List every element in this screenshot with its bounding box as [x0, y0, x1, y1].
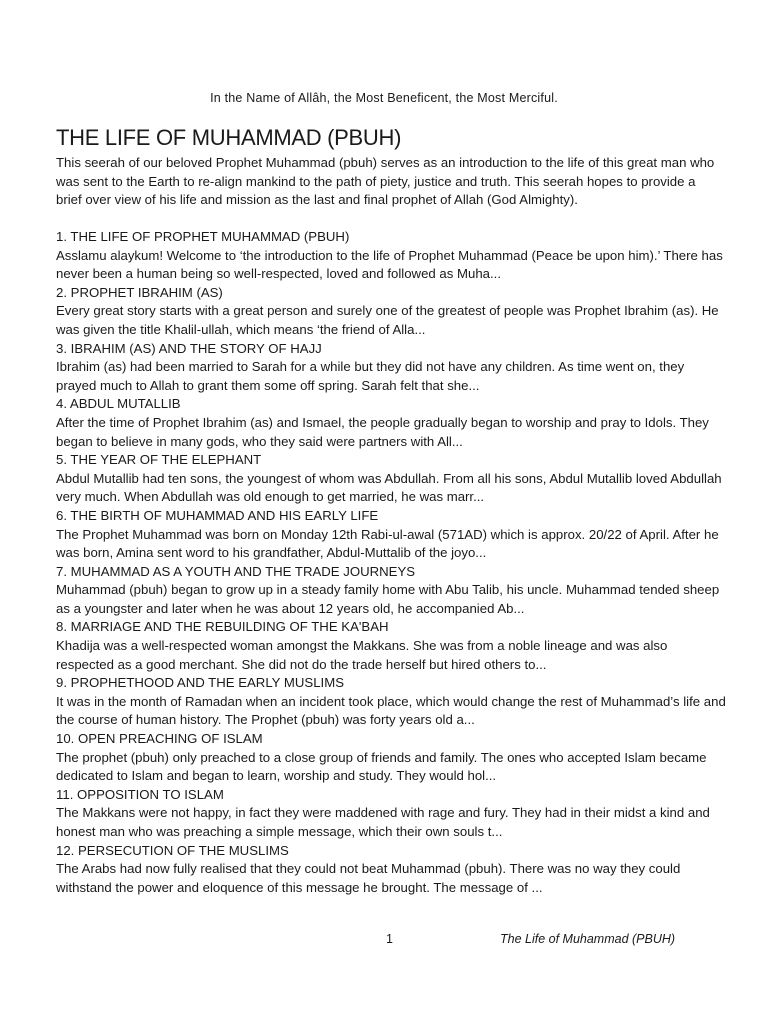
section-heading: 3. IBRAHIM (AS) AND THE STORY OF HAJJ: [56, 340, 322, 356]
section-item: [56, 340, 726, 396]
intro-paragraph: This seerah of our beloved Prophet Muhammad (pbuh) serves as an introduction to the life of this great man who was sent to the Earth to re-align mankind to the path of piety, justice and truth. This seerah hopes to provide a brief over view of his life and mission as the last and final prophet of Allah (God Almighty).: [56, 155, 715, 207]
section-summary: Abdul Mutallib had ten sons, the youngest of whom was Abdullah. From all his sons, Abdul Mutallib loved Abdullah very much. When Abdullah was old enough to get married, he was marr...: [56, 470, 722, 505]
section-summary: Khadija was a well-respected woman amongst the Makkans. She was from a noble lineage and was also respected as a good merchant. She did not do the trade herself but hired others to...: [56, 638, 668, 672]
page-number: 1: [386, 932, 393, 946]
section-summary: It was in the month of Ramadan when an incident took place, which would change the rest of Muhammad’s life and the course of human history. The Prophet (pbuh) was forty years old a...: [56, 693, 726, 728]
section-heading: 11. OPPOSITION TO ISLAM: [56, 786, 224, 802]
section-summary: After the time of Prophet Ibrahim (as) and Ismael, the people gradually began to worship and pray to Idols. They began to believe in many gods, who they said were partners with All...: [56, 414, 709, 449]
section-item: [56, 563, 726, 619]
section-summary: The Arabs had now fully realised that they could not beat Muhammad (pbuh). There was no way they could withstand the power and eloquence of this message he brought. The message of ...: [56, 861, 681, 895]
section-heading: 8. MARRIAGE AND THE REBUILDING OF THE KA'BAH: [56, 619, 389, 635]
section-summary: Asslamu alaykum! Welcome to ‘the introduction to the life of Prophet Muhammad (Peace be upon him).’ There has never been a human being so well-respected, loved and followed as Muha...: [56, 247, 723, 282]
section-heading: 6. THE BIRTH OF MUHAMMAD AND HIS EARLY LIFE: [56, 507, 379, 523]
section-heading: 5. THE YEAR OF THE ELEPHANT: [56, 452, 262, 468]
section-summary: The Prophet Muhammad was born on Monday 12th Rabi-ul-awal (571AD) which is approx. 20/22 of April. After he was born, Amina sent word to his grandfather, Abdul-Muttalib of the joyo...: [56, 526, 719, 561]
section-item: [56, 786, 726, 842]
section-summary: Muhammad (pbuh) began to grow up in a steady family home with Abu Talib, his uncle. Muhammad tended sheep as a youngster and later when he was about 12 years old, he accompanied Ab...: [56, 582, 720, 616]
section-item: [56, 730, 726, 786]
section-list: [56, 228, 726, 897]
section-heading: 12. PERSECUTION OF THE MUSLIMS: [56, 842, 289, 858]
section-summary: The Makkans were not happy, in fact they were maddened with rage and fury. They had in their midst a kind and honest man who was preaching a simple message, which their own souls t...: [56, 805, 710, 839]
section-summary: Every great story starts with a great person and surely one of the greatest of people was Prophet Ibrahim (as). He was given the title Khalil-ullah, which means ‘the friend of Alla...: [56, 303, 719, 337]
section-summary: The prophet (pbuh) only preached to a close group of friends and family. The ones who accepted Islam became dedicated to Islam and began to learn, worship and study. They would hol...: [56, 749, 707, 784]
section-item: [56, 842, 726, 898]
section-item: [56, 618, 726, 674]
section-heading: 1. THE LIFE OF PROPHET MUHAMMAD (PBUH): [56, 229, 350, 244]
section-heading: 10. OPEN PREACHING OF ISLAM: [56, 731, 263, 747]
section-heading: 7. MUHAMMAD AS A YOUTH AND THE TRADE JOURNEYS: [56, 563, 416, 579]
section-summary: Ibrahim (as) had been married to Sarah for a while but they did not have any children. As time went on, they prayed much to Allah to grant them some off spring. Sarah felt that she...: [56, 359, 685, 393]
section-heading: 9. PROPHETHOOD AND THE EARLY MUSLIMS: [56, 675, 344, 691]
section-heading: 2. PROPHET IBRAHIM (AS): [56, 284, 223, 300]
section-item: [56, 228, 726, 284]
section-item: [56, 507, 726, 563]
section-item: [56, 674, 726, 730]
bismillah-header: In the Name of Allâh, the Most Beneficent, the Most Merciful.: [210, 91, 558, 105]
page-title: THE LIFE OF MUHAMMAD (PBUH): [56, 125, 402, 150]
section-item: [56, 451, 726, 507]
running-footer-title: The Life of Muhammad (PBUH): [500, 932, 676, 946]
section-heading: 4. ABDUL MUTALLIB: [56, 396, 181, 412]
section-item: [56, 284, 726, 340]
section-item: [56, 395, 726, 451]
